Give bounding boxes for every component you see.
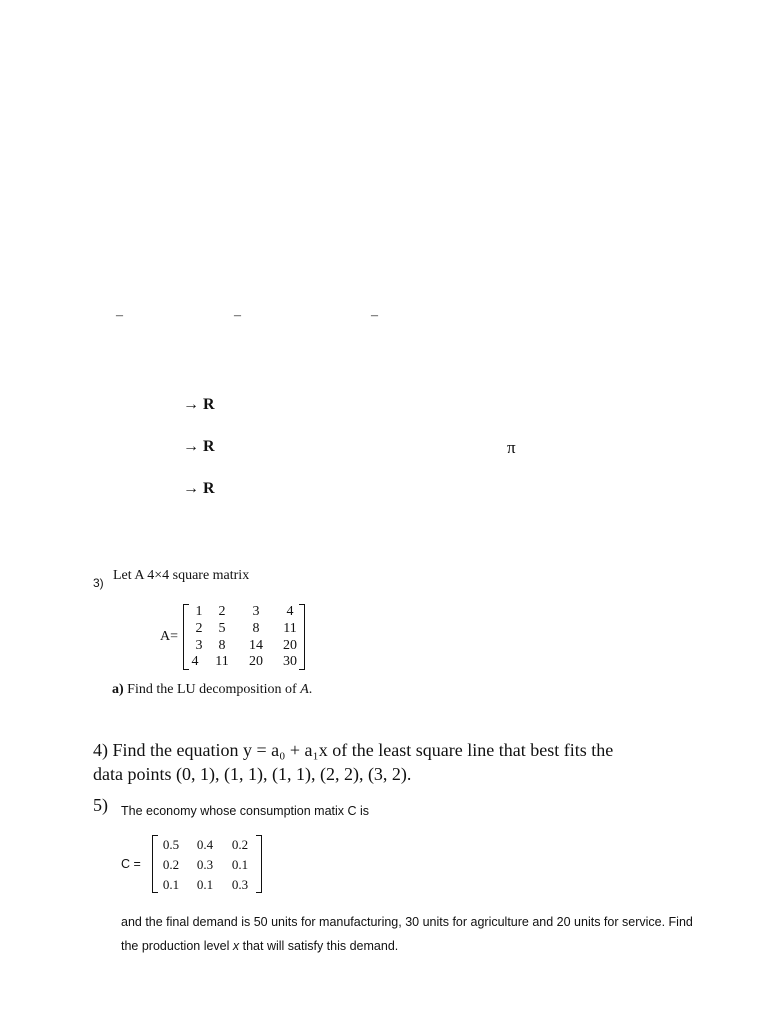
matrix-cell: 8 [252, 621, 260, 636]
matrix-a [183, 604, 305, 670]
question-3-part-a [112, 682, 312, 698]
question-5-prompt: The economy whose consumption matix C is [121, 804, 370, 818]
question-3-prompt: Let A 4×4 square matrix [113, 568, 250, 583]
dash-fragment: – [116, 308, 123, 323]
real-set-label: R [203, 396, 215, 413]
matrix-cell: 3 [252, 604, 260, 619]
dash-fragment: – [234, 308, 241, 323]
matrix-cell: 8 [218, 638, 226, 653]
part-a-text: Find the LU decomposition of [127, 682, 297, 697]
matrix-cell: 2 [218, 604, 226, 619]
matrix-c [152, 835, 262, 893]
arrow-fragment [183, 480, 215, 498]
question-5-body [121, 910, 693, 958]
right-arrow-icon: → [183, 396, 199, 413]
question-5-line-2 [121, 934, 693, 958]
right-arrow-icon: → [183, 438, 199, 455]
matrix-cell: 0.4 [196, 837, 214, 852]
matrix-cell: 20 [283, 638, 297, 653]
pi-symbol: π [507, 438, 516, 457]
matrix-a-label: A= [160, 629, 179, 644]
question-4-line-1: 4) Find the equation y = a₀ + a₁x of the least square line that best fits the [93, 740, 614, 760]
matrix-cell: 0.2 [231, 837, 249, 852]
matrix-cell: 14 [249, 638, 263, 653]
arrow-fragment [183, 396, 215, 414]
question-3-number: 3) [93, 576, 104, 590]
question-5-number: 5) [93, 795, 108, 815]
matrix-cell: 0.1 [196, 877, 214, 892]
matrix-cell: 0.1 [162, 877, 180, 892]
matrix-cell: 0.5 [162, 837, 180, 852]
matrix-cell: 0.3 [196, 857, 214, 872]
matrix-c-label: C = [121, 857, 141, 871]
arrow-fragment [183, 438, 215, 456]
question-4-line-2: data points (0, 1), (1, 1), (1, 1), (2, 2), (3, 2). [93, 764, 412, 784]
matrix-cell: 0.2 [162, 857, 180, 872]
part-a-variable: A [300, 682, 309, 697]
part-a-label: a) [112, 682, 124, 697]
matrix-cell: 5 [218, 621, 226, 636]
right-bracket [256, 835, 262, 893]
matrix-cell: 2 [195, 621, 203, 636]
matrix-cell: 4 [191, 654, 199, 669]
matrix-cell: 3 [195, 638, 203, 653]
matrix-cell: 11 [215, 654, 229, 669]
question-5-variable: x [232, 939, 240, 953]
matrix-cell: 20 [249, 654, 263, 669]
dash-fragment: – [371, 308, 378, 323]
real-set-label: R [203, 480, 215, 497]
matrix-cell: 0.3 [231, 877, 249, 892]
matrix-cell: 4 [286, 604, 294, 619]
matrix-cell: 30 [283, 654, 297, 669]
question-5-line-2-b: that will satisfy this demand. [242, 939, 399, 953]
matrix-cell: 0.1 [231, 857, 249, 872]
matrix-cell: 1 [195, 604, 203, 619]
question-5-line-1: and the final demand is 50 units for manufacturing, 30 units for agriculture and 20 units for service. Find [121, 915, 693, 929]
matrix-cell: 11 [283, 621, 297, 636]
real-set-label: R [203, 438, 215, 455]
question-4 [93, 738, 613, 786]
right-arrow-icon: → [183, 480, 199, 497]
part-a-end: . [308, 682, 313, 697]
question-5-line-2-a: the production level [121, 939, 230, 953]
